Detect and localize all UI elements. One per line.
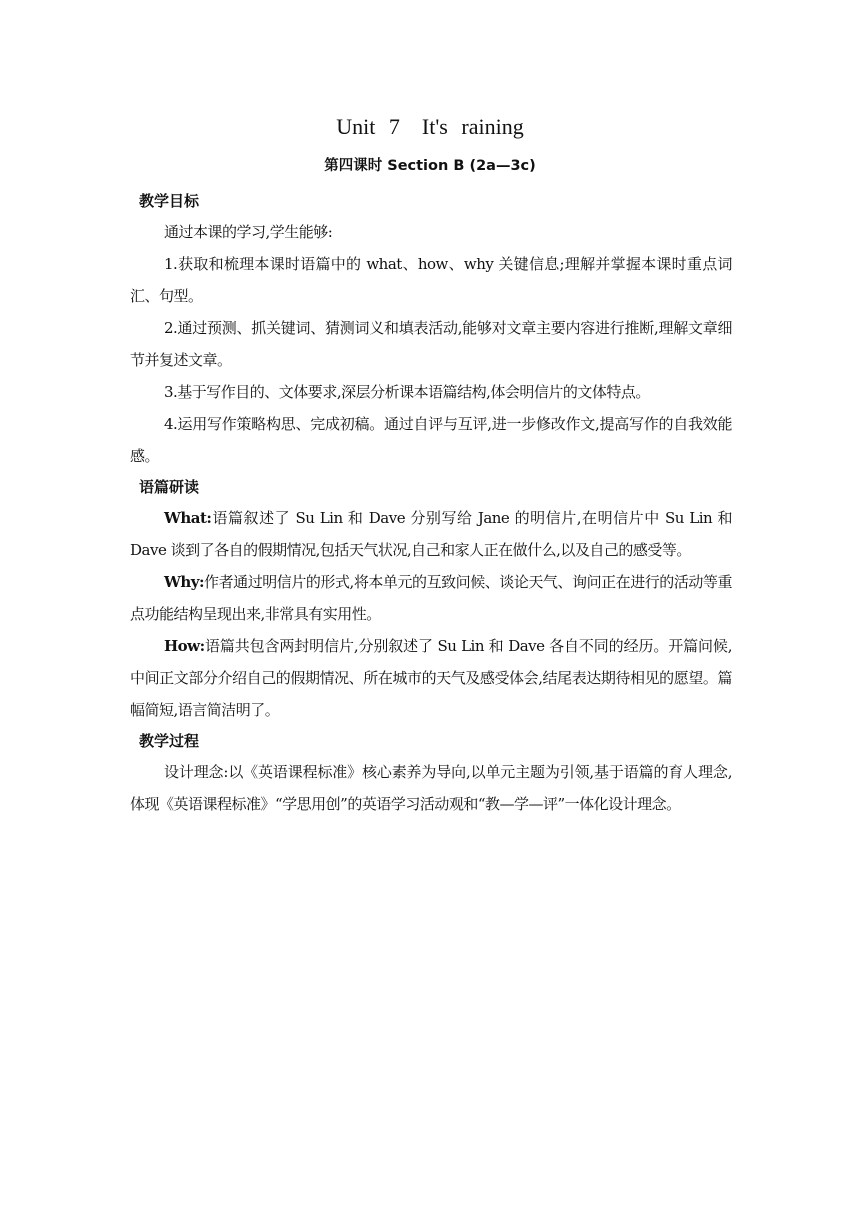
paragraph [130, 376, 732, 408]
section-teaching-process [130, 726, 732, 820]
paragraph-text: 2.通过预测、抓关键词、猜测词义和填表活动,能够对文章主要内容进行推断,理解文章细节并复述文章。 [130, 319, 732, 369]
document-body [130, 186, 732, 820]
paragraph-text: 作者通过明信片的形式,将本单元的互致问候、谈论天气、询问正在进行的活动等重点功能结构呈现出来,非常具有实用性。 [130, 573, 732, 623]
paragraph-text: 3.基于写作目的、文体要求,深层分析课本语篇结构,体会明信片的文体特点。 [164, 383, 650, 401]
section-heading: 语篇研读 [139, 478, 200, 496]
paragraph [130, 216, 732, 248]
paragraph-text: 4.运用写作策略构思、完成初稿。通过自评与互评,进一步修改作文,提高写作的自我效能感。 [130, 415, 732, 465]
paragraph [130, 248, 732, 312]
paragraph-what [130, 502, 732, 566]
paragraph-lead: How: [164, 637, 205, 655]
paragraph-lead: What: [164, 509, 212, 527]
paragraph-text: 1.获取和梳理本课时语篇中的 what、how、why 关键信息;理解并掌握本课时重点词汇、句型。 [130, 255, 732, 305]
paragraph-why [130, 566, 732, 630]
paragraph-text: 语篇叙述了 Su Lin 和 Dave 分别写给 Jane 的明信片,在明信片中 Su Lin 和 Dave 谈到了各自的假期情况,包括天气状况,自己和家人正在做什么,以及自己的感受等。 [130, 509, 732, 559]
paragraph-text: 语篇共包含两封明信片,分别叙述了 Su Lin 和 Dave 各自不同的经历。开篇问候,中间正文部分介绍自己的假期情况、所在城市的天气及感受体会,结尾表达期待相见的愿望。篇幅简短,语言简洁明了。 [130, 637, 732, 719]
section-heading: 教学目标 [139, 192, 200, 210]
section-teaching-objectives [130, 186, 732, 472]
paragraph-lead: Why: [164, 573, 205, 591]
paragraph-text: 设计理念:以《英语课程标准》核心素养为导向,以单元主题为引领,基于语篇的育人理念,体现《英语课程标准》“学思用创”的英语学习活动观和“教—学—评”一体化设计理念。 [130, 763, 732, 813]
section-heading: 教学过程 [139, 732, 200, 750]
lesson-subtitle: 第四课时 Section B (2a—3c) [324, 158, 536, 174]
paragraph [130, 312, 732, 376]
document-title: Unit 7 It's raining [336, 114, 524, 139]
paragraph-how [130, 630, 732, 726]
section-text-analysis [130, 472, 732, 726]
paragraph [130, 756, 732, 820]
paragraph-text: 通过本课的学习,学生能够: [164, 223, 333, 241]
paragraph [130, 408, 732, 472]
